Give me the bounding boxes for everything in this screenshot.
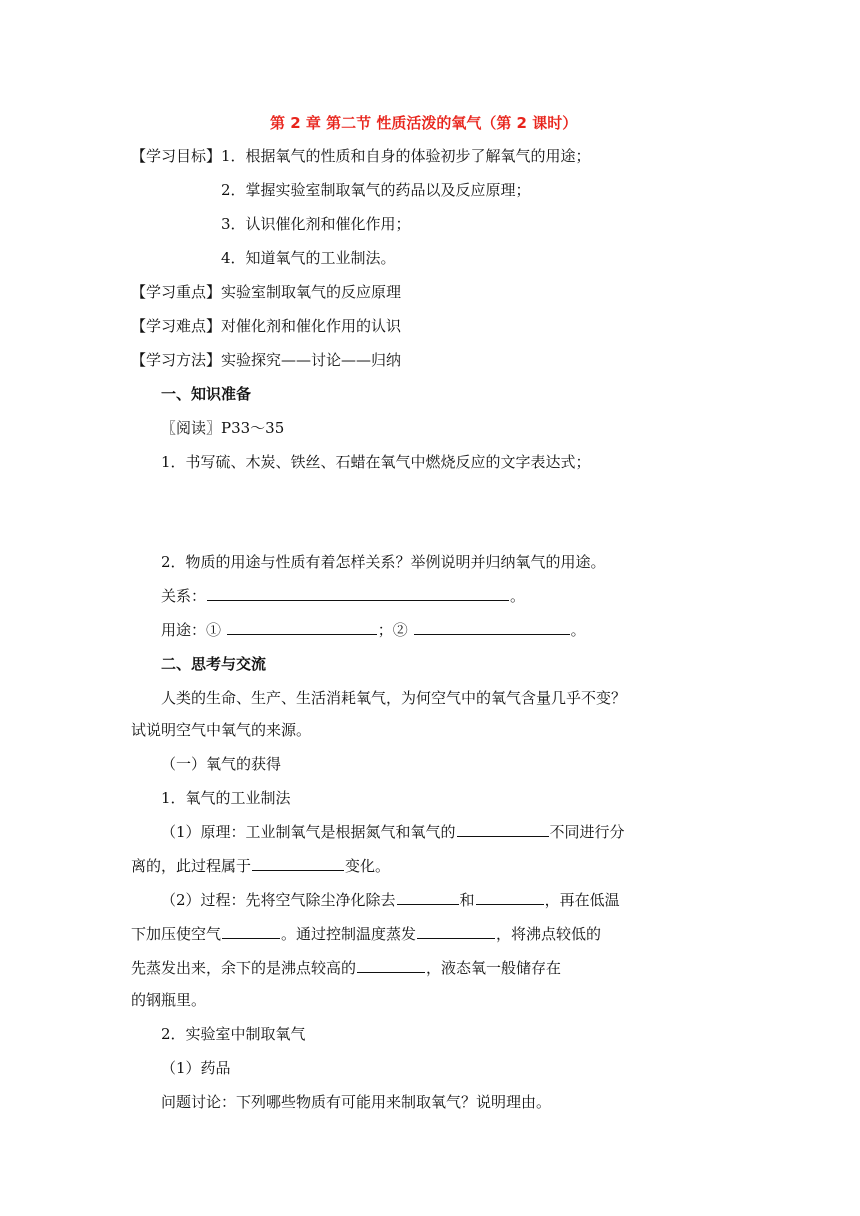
principle-line-1 bbox=[161, 822, 625, 842]
objective-item-3: 3．认识催化剂和催化作用； bbox=[221, 215, 411, 233]
paragraph-1-line-2: 试说明空气中氧气的来源。 bbox=[131, 721, 312, 739]
question-1: 1．书写硫、木炭、铁丝、石蜡在氧气中燃烧反应的文字表达式； bbox=[161, 453, 591, 471]
objectives-label: 【学习目标】 bbox=[131, 147, 222, 165]
method-text: 实验探究——讨论——归纳 bbox=[221, 351, 402, 369]
process-line-2 bbox=[131, 924, 601, 944]
objective-item-4: 4．知道氧气的工业制法。 bbox=[221, 249, 396, 267]
item-industrial-method: 1．氧气的工业制法 bbox=[161, 789, 291, 807]
objectives-line-1 bbox=[131, 146, 591, 166]
paragraph-1-line-1: 人类的生命、生产、生活消耗氧气，为何空气中的氧气含量几乎不变？ bbox=[161, 689, 627, 707]
principle-blank-1[interactable] bbox=[457, 822, 549, 837]
process-text-a: （2）过程：先将空气除尘净化除去 bbox=[161, 891, 396, 909]
process-text-f: ，将沸点较低的 bbox=[496, 925, 602, 943]
process-text-b: 和 bbox=[459, 891, 475, 909]
method bbox=[131, 350, 401, 370]
principle-text-c: 离的，此过程属于 bbox=[131, 857, 252, 875]
process-text-g: 先蒸发出来，余下的是沸点较高的 bbox=[131, 959, 357, 977]
relation-line bbox=[161, 586, 525, 606]
process-text-e: 。通过控制温度蒸发 bbox=[281, 925, 417, 943]
page-title: 第 2 章 第二节 性质活泼的氧气（第 2 课时） bbox=[270, 114, 578, 132]
discussion-question: 问题讨论：下列哪些物质有可能用来制取氧气？说明理由。 bbox=[161, 1093, 552, 1111]
section1-heading: 一、知识准备 bbox=[161, 385, 252, 403]
relation-answer-blank[interactable] bbox=[207, 586, 509, 601]
key-point-label: 【学习重点】 bbox=[131, 283, 222, 301]
method-label: 【学习方法】 bbox=[131, 351, 222, 369]
difficulty-label: 【学习难点】 bbox=[131, 317, 222, 335]
use-2-blank[interactable] bbox=[414, 620, 570, 635]
uses-separator: ；② bbox=[377, 621, 408, 639]
process-blank-4[interactable] bbox=[417, 924, 495, 939]
question-2: 2．物质的用途与性质有着怎样关系？举例说明并归纳氧气的用途。 bbox=[161, 553, 606, 571]
reading-reference: 〖阅读〗P33～35 bbox=[161, 419, 285, 437]
key-point-text: 实验室制取氧气的反应原理 bbox=[221, 283, 402, 301]
uses-line bbox=[161, 620, 586, 640]
subsection-oxygen-acquisition: （一）氧气的获得 bbox=[161, 755, 282, 773]
item-lab-method: 2．实验室中制取氧气 bbox=[161, 1025, 306, 1043]
process-blank-5[interactable] bbox=[357, 958, 425, 973]
objective-item-2: 2．掌握实验室制取氧气的药品以及反应原理； bbox=[221, 181, 531, 199]
process-text-h: ，液态氧一般储存在 bbox=[426, 959, 562, 977]
drug-subheading: （1）药品 bbox=[161, 1059, 231, 1077]
process-blank-3[interactable] bbox=[222, 924, 280, 939]
process-line-4: 的钢瓶里。 bbox=[131, 991, 207, 1009]
process-text-c: ，再在低温 bbox=[544, 891, 620, 909]
process-line-3 bbox=[131, 958, 561, 978]
difficulty-text: 对催化剂和催化作用的认识 bbox=[221, 317, 402, 335]
difficulty bbox=[131, 316, 401, 336]
principle-text-a: （1）原理：工业制氧气是根据氮气和氧气的 bbox=[161, 823, 456, 841]
relation-label: 关系： bbox=[161, 587, 207, 605]
objective-item-1: 1．根据氧气的性质和自身的体验初步了解氧气的用途； bbox=[221, 147, 591, 165]
use-1-blank[interactable] bbox=[227, 620, 377, 635]
principle-blank-2[interactable] bbox=[252, 856, 344, 871]
process-line-1 bbox=[161, 890, 620, 910]
uses-end: 。 bbox=[570, 621, 586, 639]
uses-label: 用途：① bbox=[161, 621, 222, 639]
relation-period: 。 bbox=[510, 587, 526, 605]
principle-text-d: 变化。 bbox=[345, 857, 391, 875]
process-blank-2[interactable] bbox=[476, 890, 544, 905]
process-text-d: 下加压使空气 bbox=[131, 925, 222, 943]
key-point bbox=[131, 282, 401, 302]
principle-text-b: 不同进行分 bbox=[549, 823, 625, 841]
process-blank-1[interactable] bbox=[397, 890, 459, 905]
principle-line-2 bbox=[131, 856, 390, 876]
section2-heading: 二、思考与交流 bbox=[161, 655, 267, 673]
